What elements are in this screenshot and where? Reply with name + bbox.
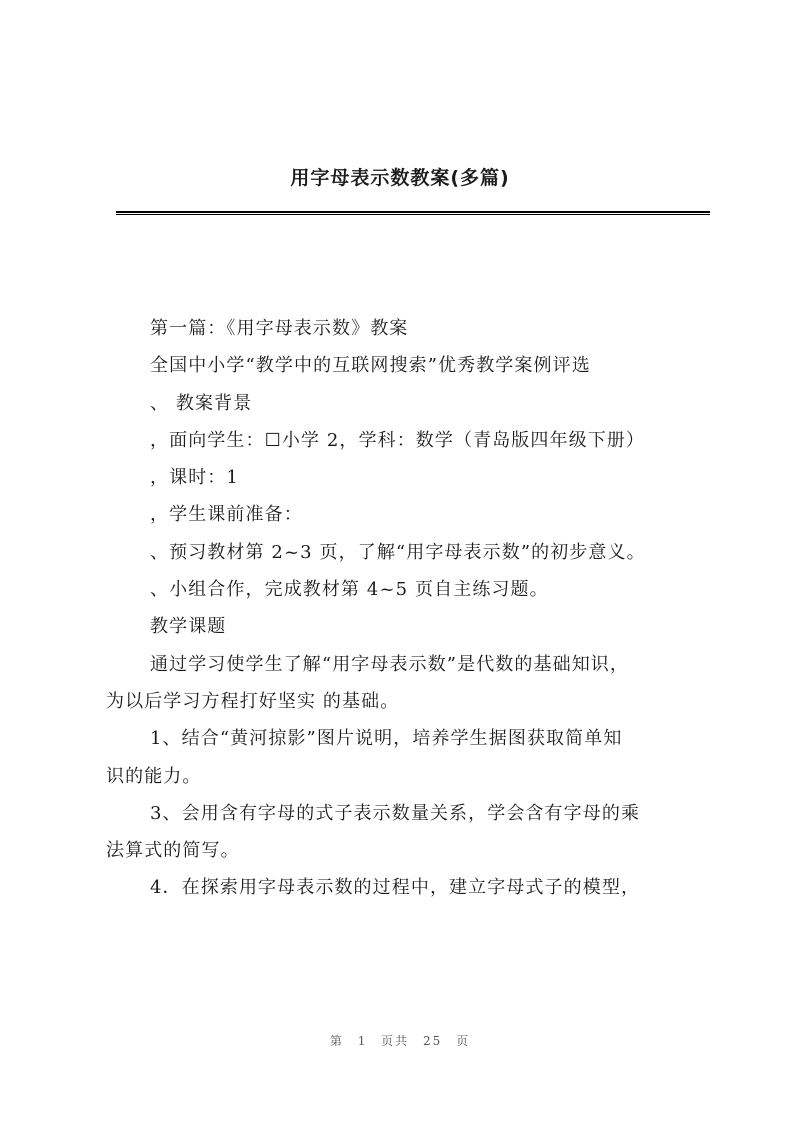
paragraph-line: 法算式的简写。 bbox=[106, 840, 240, 862]
paragraph-line: ，课时：1 bbox=[150, 467, 239, 489]
page-footer bbox=[0, 1032, 800, 1049]
paragraph-line: 1、结合“黄河掠影”图片说明，培养学生据图获取简单知 bbox=[150, 728, 623, 750]
paragraph-line: 、预习教材第 2~3 页，了解“用字母表示数”的初步意义。 bbox=[150, 541, 646, 563]
paragraph-line: 教学课题 bbox=[150, 616, 227, 638]
paragraph-line: 通过学习使学生了解“用字母表示数”是代数的基础知识， bbox=[150, 653, 630, 675]
paragraph-line: 为以后学习方程打好坚实 的基础。 bbox=[106, 690, 400, 712]
paragraph-line: 全国中小学“教学中的互联网搜索”优秀教学案例评选 bbox=[150, 355, 591, 377]
paragraph-line: ，学生课前准备： bbox=[150, 504, 303, 526]
paragraph-line: 第一篇：《用字母表示数》教案 bbox=[150, 318, 409, 339]
paragraph-line: 、小组合作，完成教材第 4~5 页自主练习题。 bbox=[150, 579, 549, 601]
paragraph-line: 3、会用含有字母的式子表示数量关系，学会含有字母的乘 bbox=[150, 802, 641, 824]
document-body bbox=[106, 310, 706, 907]
footer-prefix: 第 bbox=[329, 1034, 344, 1048]
footer-total-pages: 25 bbox=[423, 1034, 443, 1048]
paragraph-line: 识的能力。 bbox=[106, 765, 202, 787]
footer-page-number: 1 bbox=[357, 1034, 368, 1048]
paragraph-line: 4．在探索用字母表示数的过程中，建立字母式子的模型， bbox=[150, 877, 641, 899]
title-divider bbox=[116, 211, 710, 215]
footer-suffix: 页 bbox=[456, 1034, 471, 1048]
footer-mid: 页共 bbox=[381, 1034, 410, 1048]
paragraph-line: ，面向学生：☐小学 2，学科：数学（青岛版四年级下册） bbox=[150, 429, 646, 451]
paragraph-line: 、 教案背景 bbox=[150, 392, 253, 414]
document-title: 用字母表示数教案(多篇) bbox=[290, 167, 510, 189]
